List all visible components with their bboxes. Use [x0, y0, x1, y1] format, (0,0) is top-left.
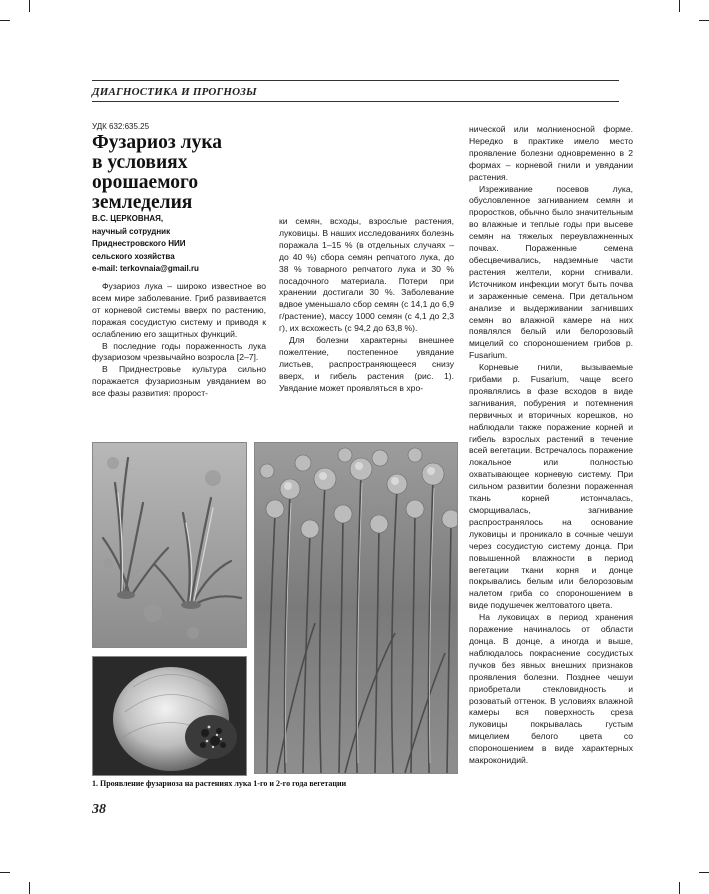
paragraph: Корневые гнили, вызываемые грибами р. Fusarium, чаще всего проявлялись в фазе всходов в виде загнивания, побурения и потемнения первичных и вторичных корешков, но наблюдали также поражение корней и гибель взрослых растений в течение всей вегетации. Встречалось поражение локальное или полностью охватывающее корневую систему. При сильном развитии болезни пораженная ткань корней истончалась, сморщивалась, загнивание распространялось на основание луковицы и проникало в сочные чешуи через сосудистую систему донца. При повышенной влажности в период вегетации ткани корня и донце покрывались белым или белорозовым налетом гриба со спороношением в виде подушечек желтоватого цвета. — [469, 362, 633, 611]
header-rule-top — [92, 80, 619, 81]
photo-diseased-bulb — [92, 656, 247, 776]
section-heading: ДИАГНОСТИКА И ПРОГНОЗЫ — [92, 86, 257, 98]
paragraph: ки семян, всходы, взрослые растения, луковицы. В наших исследованиях болезнь поражала 1–15 % (в отдельных случаях – до 40 %) сбора семян репчатого лука, до 38 % товарного репчатого лука и 30 % посадочного материала. Потери при хранении достигали 30 %. Заболевание вдвое уменьшало сбор семян (с 14,1 до 6,9 г/растение), массу 1000 семян (с 4,1 до 2,3 г), их всхожесть (с 94,2 до 63,8 %). — [279, 216, 454, 334]
paragraph: На луковицах в период хранения поражение начиналось от области донца. В донце, а иногда и выше, наблюдалось покраснение сосудистых пучков без явных внешних признаков проявления болезни. Позднее чешуи приобретали стекловидность и розоватый оттенок. В условиях влажной камеры вся поверхность среза луковицы покрывалась густым мицелием белого цвета со спороношением в виде характерных макроконидий. — [469, 612, 633, 766]
text-column-1 — [92, 281, 266, 400]
article-title — [92, 133, 272, 213]
author-email: e-mail: terkovnaia@gmail.ru — [92, 264, 199, 273]
author-position: научный сотрудник — [92, 226, 171, 236]
crop-mark — [679, 0, 680, 12]
paragraph: Для болезни характерны внешнее пожелтение, постепенное увядание листьев, распространяющееся снизу вверх, и гибель растения (рис. 1). Увядание может проявляться в хро- — [279, 335, 454, 393]
crop-mark — [29, 0, 30, 12]
title-line: Фузариоз лука — [92, 132, 223, 153]
author-affiliation: сельского хозяйства — [92, 251, 175, 261]
author-block — [92, 213, 199, 276]
crop-mark — [679, 882, 680, 894]
author-name: В.С. ЦЕРКОВНАЯ, — [92, 214, 164, 223]
paragraph: В последние годы пораженность лука фузариозом чрезвычайно возросла [2–7]. — [92, 340, 266, 363]
text-column-2 — [279, 216, 454, 395]
paragraph: В Приднестровье культура сильно поражается фузариозным увяданием во все фазы развития: пророст- — [92, 364, 266, 399]
title-line: орошаемого земледелия — [92, 172, 199, 213]
crop-mark — [699, 20, 709, 21]
page-number: 38 — [92, 802, 106, 817]
crop-mark — [29, 882, 30, 894]
paragraph: Фузариоз лука – широко известное во всем мире заболевание. Гриб развивается от корневой системы вверх по растению, поражая сосудистую систему и приводя к ослаблению его защитных функций. — [92, 281, 266, 339]
photo-seed-onion-field — [254, 442, 458, 774]
paragraph: Изреживание посевов лука, обусловленное загниванием семян и проростков, обычно было значительным во влажные и теплые годы при высеве семян на тяжелых переувлажненных почвах. Пораженные семена обесцвечивались, надземные части растения желтели, корни сгнивали. Источником инфекции могут быть почва и зараженные семена. При детальном анализе и выдерживании загнивших семян во влажной камере на них появлялся белый или белорозовый мицелий со спороношением грибов р. Fusarium. — [469, 183, 633, 361]
udk-code: УДК 632:635.25 — [92, 122, 150, 131]
crop-mark — [0, 20, 10, 21]
crop-mark — [0, 872, 10, 873]
title-line: в условиях — [92, 152, 188, 173]
paragraph: нической или молниеносной форме. Нередко в практике имело место проявление болезни одновременно в 2 формах – корневой гнили и увядании растения. — [469, 124, 633, 182]
photo-wilting-seedlings — [92, 442, 247, 648]
figure-caption: 1. Проявление фузариоза на растениях лука 1-го и 2-го года вегетации — [92, 779, 347, 788]
header-rule-bottom — [92, 101, 619, 102]
crop-mark — [699, 872, 709, 873]
author-affiliation: Приднестровского НИИ — [92, 239, 186, 248]
text-column-3 — [469, 124, 633, 767]
